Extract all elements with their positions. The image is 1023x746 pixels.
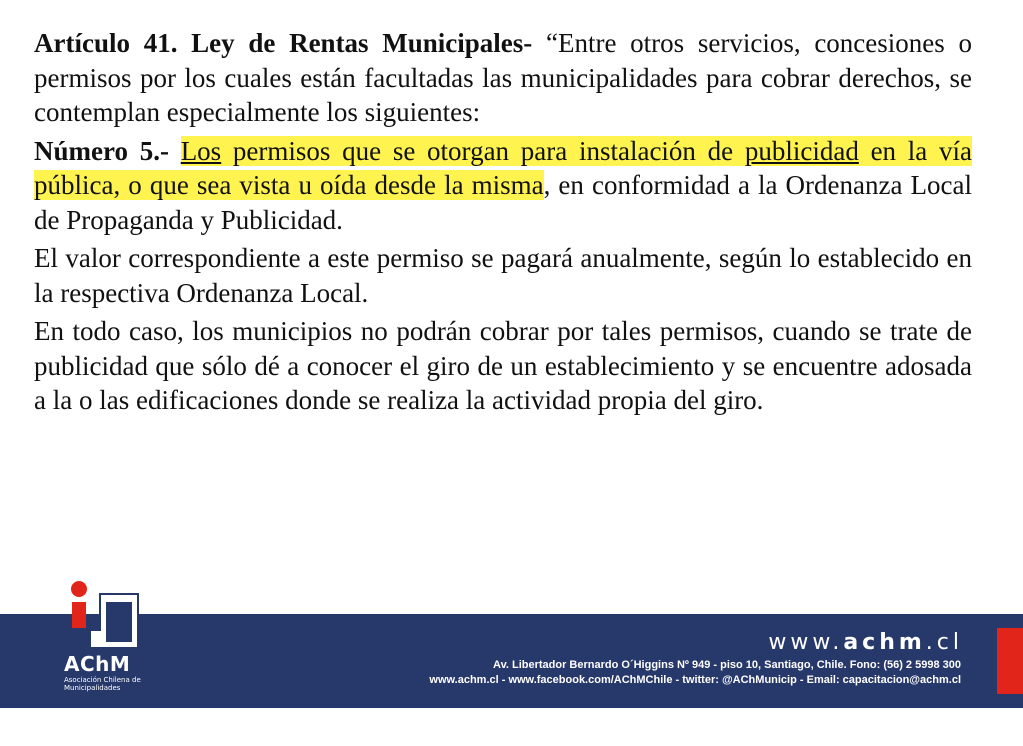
web-suffix: .cl [925, 630, 963, 655]
contact-links-line[interactable]: www.achm.cl - www.facebook.com/AChMChile - twitter: @AChMunicip - Email: capacitacion@achm.cl [429, 674, 961, 686]
footer-red-accent [997, 628, 1023, 694]
logo-subtitle: Asociación Chilena de Municipalidades [64, 676, 141, 692]
numero-heading: Número 5.- [34, 135, 169, 166]
numero-5-paragraph [34, 134, 972, 238]
achm-logo-icon [64, 578, 144, 652]
web-prefix: www. [768, 630, 844, 655]
article-heading: Artículo 41. Ley de Rentas Municipales- [34, 28, 533, 58]
article-intro-text: “Entre otros servicios, concesiones o permisos por los cuales están facultadas las municipalidades para cobrar derechos, se contemplan especialmente los siguientes: [34, 28, 972, 127]
numero-after-text: , en conformidad a la Ordenanza Local de Propaganda y Publicidad. [34, 170, 972, 235]
underlined-los: Los [180, 135, 222, 166]
underlined-publicidad: publicidad [744, 135, 859, 166]
highlighted-rest: en la vía pública, o que sea vista u oída desde la misma [34, 135, 972, 200]
document-body [34, 26, 972, 422]
highlighted-mid: permisos que se otorgan para instalación de [221, 135, 745, 166]
numero-space [169, 136, 181, 166]
contact-info [429, 658, 961, 688]
valor-paragraph: El valor correspondiente a este permiso se pagará anualmente, según lo establecido en la respectiva Ordenanza Local. [34, 243, 972, 308]
achm-logo [56, 572, 152, 700]
address-line: Av. Libertador Bernardo O´Higgins Nº 949 - piso 10, Santiago, Chile. Fono: (56) 2 5998 300 [493, 659, 961, 671]
todo-caso-paragraph: En todo caso, los municipios no podrán cobrar por tales permisos, cuando se trate de publicidad que sólo dé a conocer el giro de un establecimiento y se encuentre adosada a la o las edificaciones donde se realiza la actividad propia del giro. [34, 316, 972, 415]
logo-name: AChM [64, 652, 131, 676]
web-bold: achm [843, 630, 926, 655]
website-link[interactable] [768, 630, 963, 655]
article-intro-paragraph [34, 26, 972, 130]
